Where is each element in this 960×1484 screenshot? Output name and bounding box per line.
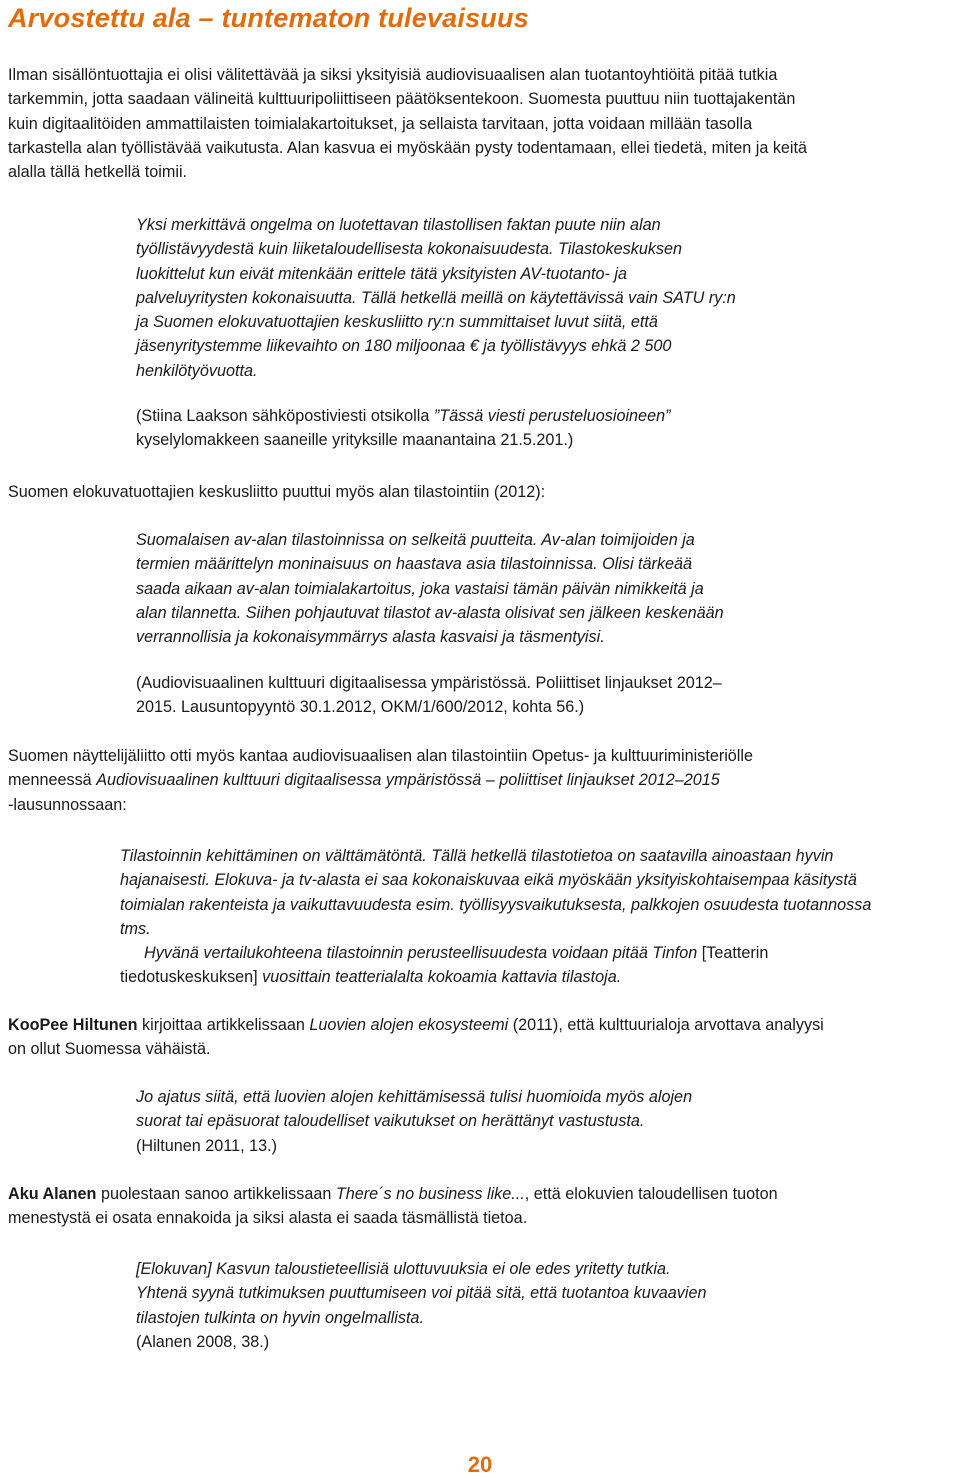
quote-laakso: Yksi merkittävä ongelma on luotettavan tilastollisen faktan puute niin alan työllistävyydestä kuin liiketaloudellisesta kokonaisuudesta. Tilastokeskuksen luokittelut kun eivät mitenkään erittele tätä yksityisten AV-tuotanto- ja palveluyritysten kokonaisuutta. Tällä hetkellä meillä on käytettävissä vain SATU ry:n ja Suomen elokuvatuottajien keskusliitto ry:n summittaiset luvut siitä, että jäsenyritystemme liikevaihto on 180 miljoonaa € ja työllistävyys ehkä 2 500 henkilötyövuotta. xyxy=(136,216,736,380)
paragraph-hiltunen: KooPee Hiltunen kirjoittaa artikkelissaan Luovien alojen ekosysteemi (2011), että kulttuurialoja arvottava analyysi on ollut Suomessa vähäistä. xyxy=(8,1016,824,1059)
quote-alanen: [Elokuvan] Kasvun taloustieteellisiä ulottuvuuksia ei ole edes yritetty tutkia. Yhtenä syynä tutkimuksen puuttumiseen voi pitää sitä, että tuotantoa kuvaavien tilastojen tulkinta on hyvin ongelmallista. (Alanen 2008, 38.) xyxy=(136,1260,707,1351)
quote-tuottajat-source: (Audiovisuaalinen kulttuuri digitaalisessa ympäristössä. Poliittiset linjaukset 2012– 2015. Lausuntopyyntö 30.1.2012, OKM/1/600/2012, kohta 56.) xyxy=(136,674,722,717)
quote-hiltunen: Jo ajatus siitä, että luovien alojen kehittämisessä tulisi huomioida myös alojen suorat tai epäsuorat taloudelliset vaikutukset on herättänyt vastustusta. (Hiltunen 2011, 13.) xyxy=(136,1088,693,1155)
page-number: 20 xyxy=(467,1452,493,1477)
page-title: Arvostettu ala – tuntematon tulevaisuus xyxy=(8,3,529,33)
paragraph-nayttelijaliitto: Suomen näyttelijäliitto otti myös kantaa audiovisuaalisen alan tilastointiin Opetus- ja kulttuuriministeriölle menneessä Audiovisuaalinen kulttuuri digitaalisessa ympäristössä – poliittiset linjaukset 2012–2015 -lausunnossaan: xyxy=(8,747,754,814)
quote-nayttelijaliitto: Tilastoinnin kehittäminen on välttämätöntä. Tällä hetkellä tilastotietoa on saatavilla ainoastaan hyvin hajanaisesti. Elokuva- ja tv-alasta ei saa kokonaiskuvaa eikä myöskään yksityiskohtaisempaa käsitystä toimialan rakenteista ja vaikuttavuudesta esim. työllisyysvaikutuksesta, palkkojen osuudesta tuotannossa tms. Hyvänä vertailukohteena tilastoinnin perusteellisuudesta voidaan pitää Tinfon [Teatterin tiedotuskeskuksen] vuosittain teatterialalta kokoamia kattavia tilastoja. xyxy=(120,847,872,987)
quote-laakso-source: (Stiina Laakson sähköpostiviesti otsikolla ”Tässä viesti perusteluosioineen” kyselylomakkeen saaneille yrityksille maanantaina 21.5.201.) xyxy=(136,407,671,450)
intro-paragraph: Ilman sisällöntuottajia ei olisi välitettävää ja siksi yksityisiä audiovisuaalisen alan tuotantoyhtiöitä pitää tutkia tarkemmin, jotta saadaan välineitä kulttuuripoliittiseen päätöksentekoon. Suomesta puuttuu niin tuottajakentän kuin digitaalitöiden ammattilaisten toimialakartoitukset, ja sellaista tarvitaan, jotta voidaan millään tasolla tarkastella alan työllistävää vaikutusta. Alan kasvua ei myöskään pysty todentamaan, ellei tiedetä, miten ja keitä alalla tällä hetkellä toimii. xyxy=(8,66,808,182)
paragraph-alanen: Aku Alanen puolestaan sanoo artikkelissaan There´s no business like..., että elokuvien taloudellisen tuoton menestystä ei osata ennakoida ja siksi alasta ei saada täsmällistä tietoa. xyxy=(8,1185,778,1228)
paragraph-tuottajat: Suomen elokuvatuottajien keskusliitto puuttui myös alan tilastointiin (2012): xyxy=(8,483,546,501)
quote-tuottajat: Suomalaisen av-alan tilastoinnissa on selkeitä puutteita. Av-alan toimijoiden ja termien määrittelyn moninaisuus on haastava asia tilastoinnissa. Olisi tärkeää saada aikaan av-alan toimialakartoitus, joka vastaisi tämän päivän nimikkeitä ja alan tilannetta. Siihen pohjautuvat tilastot av-alasta olisivat sen jälkeen keskenään verrannollisia ja kokonaisymmärrys alasta kasvaisi ja täsmentyisi. xyxy=(136,531,724,647)
